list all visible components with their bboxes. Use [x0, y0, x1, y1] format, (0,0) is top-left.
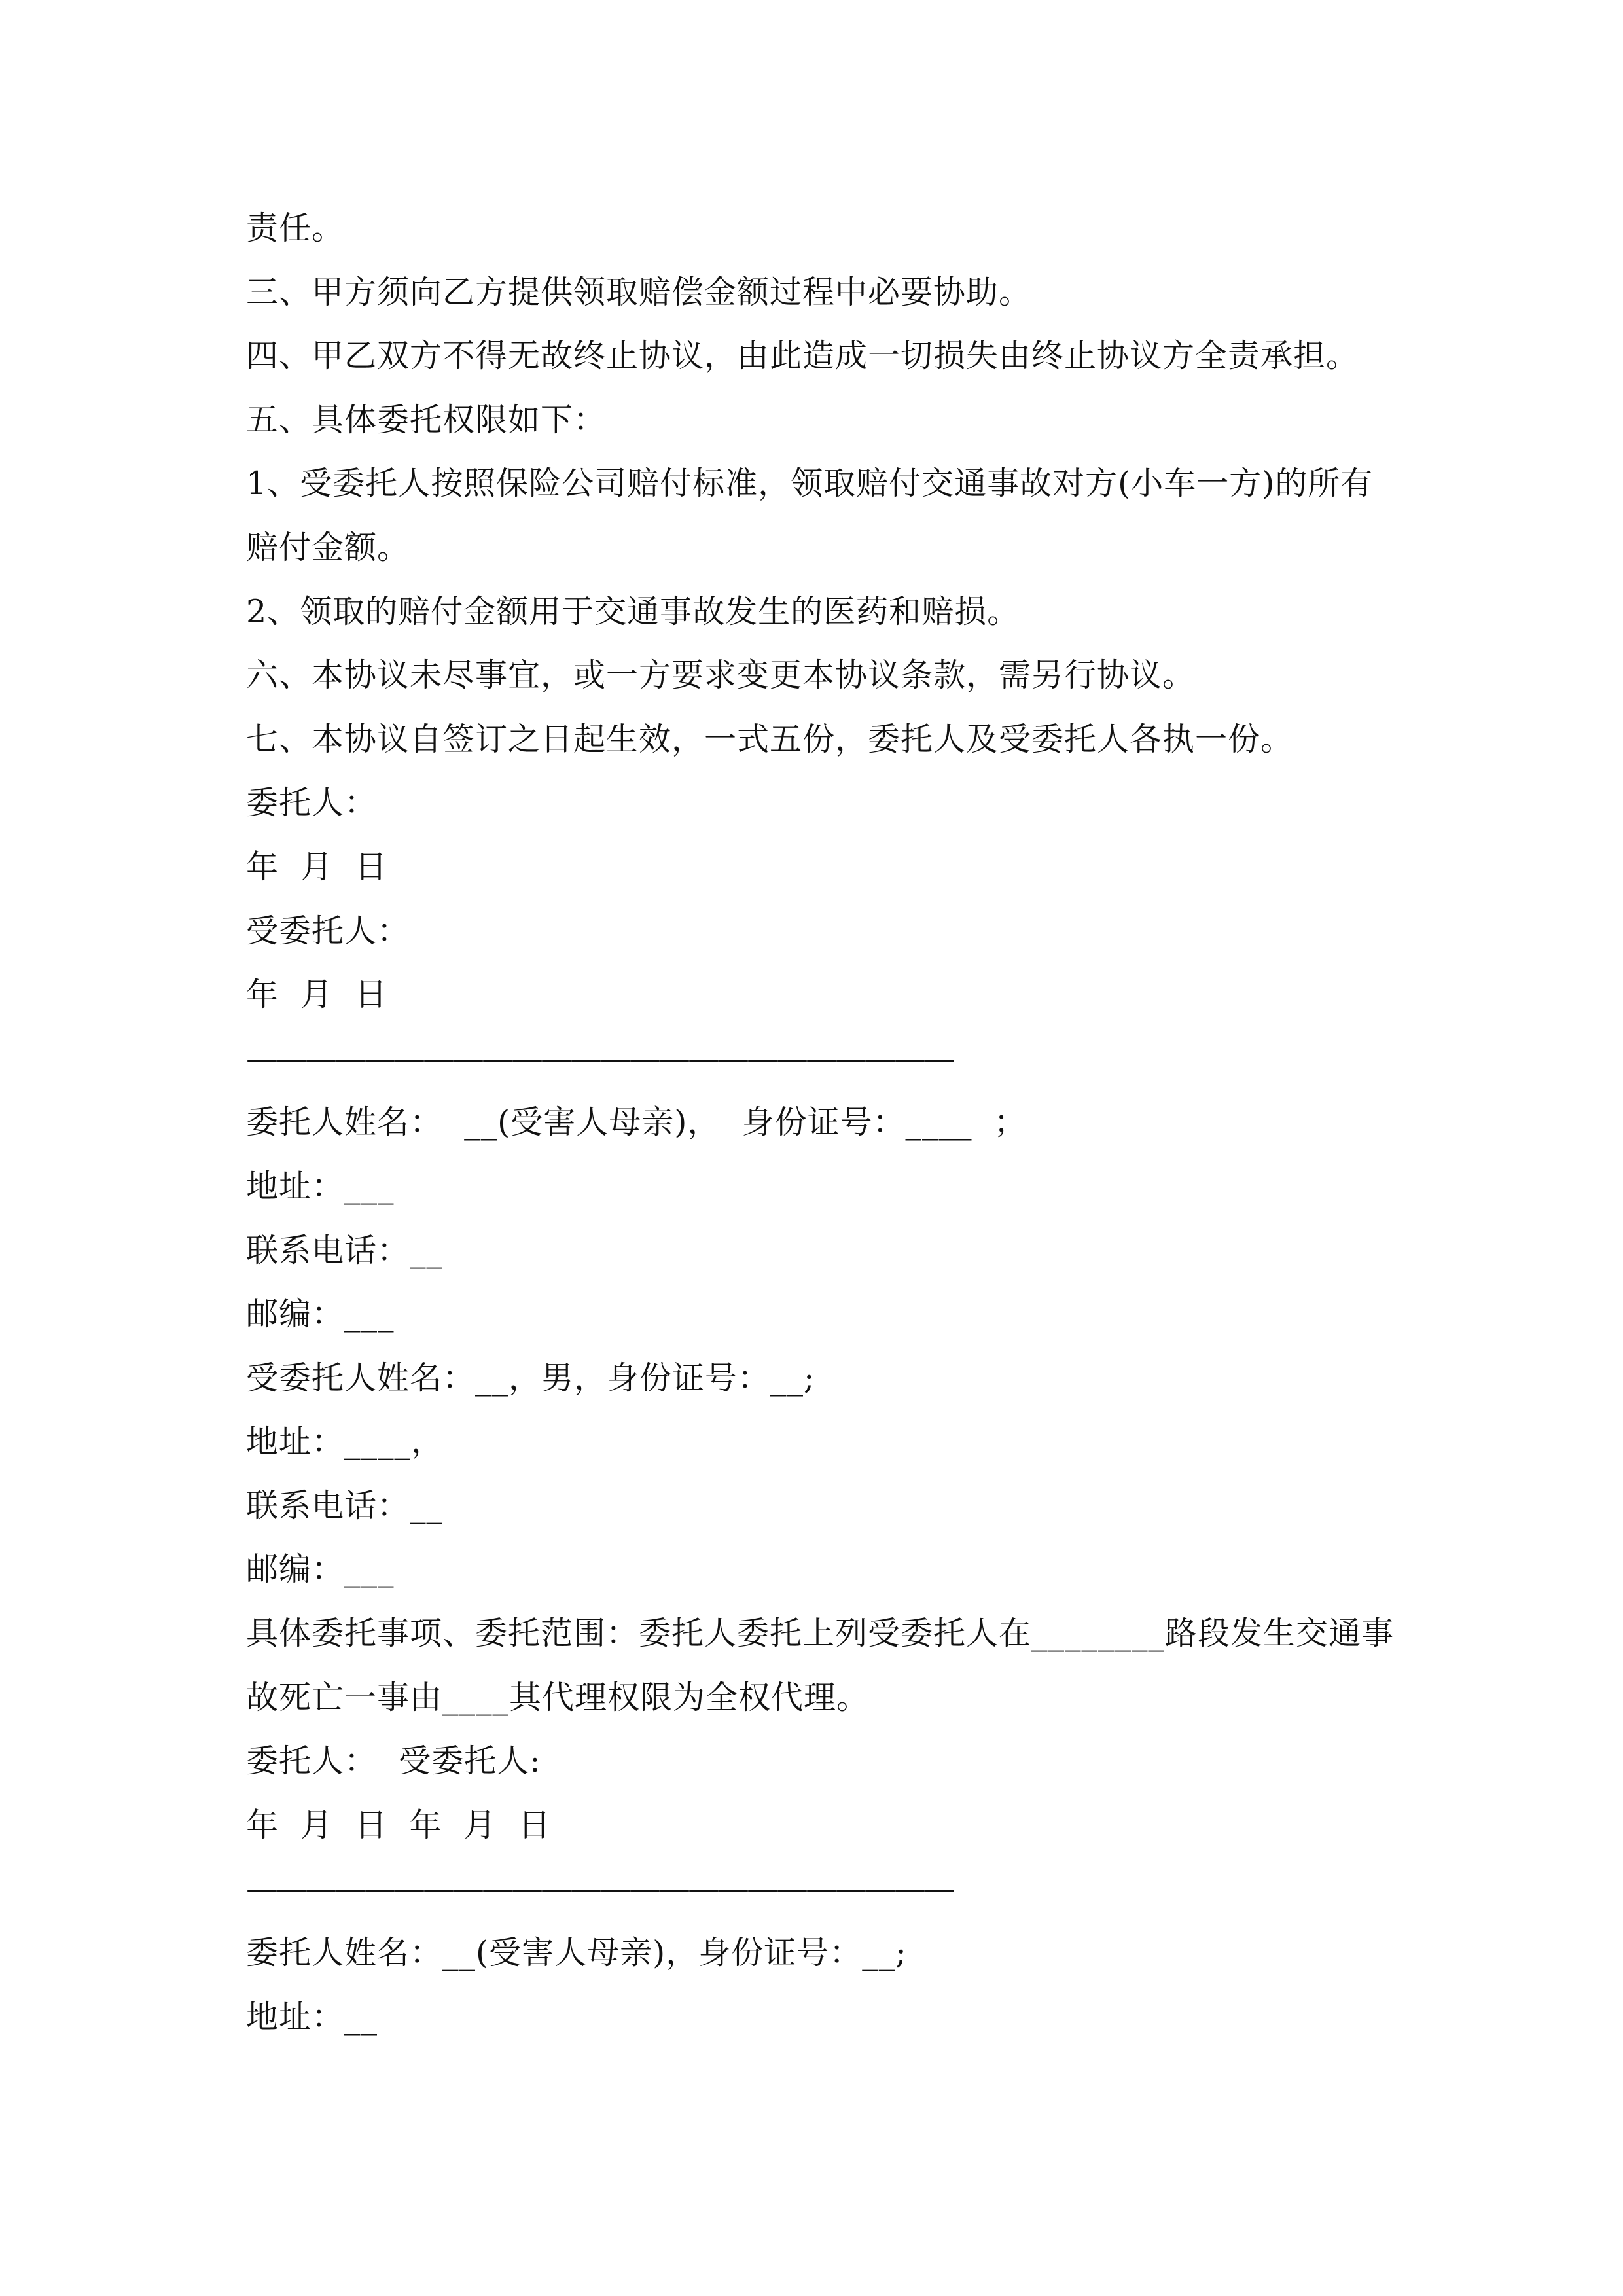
address-field: 地址：___ [246, 1167, 395, 1205]
postcode-field: 邮编：___ [246, 1551, 395, 1588]
date-line: 年 月 日 年 月 日 [246, 1806, 551, 1844]
text-line: 三、甲方须向乙方提供领取赔偿金额过程中必要协助。 [246, 273, 1032, 311]
document-page [246, 196, 1395, 2049]
text-line: 1、受委托人按照保险公司赔付标准，领取赔付交通事故对方(小车一方)的所有 [246, 465, 1374, 503]
address-field: 地址：____， [246, 1423, 444, 1461]
text-line: 七、本协议自签订之日起生效，一式五份，委托人及受委托人各执一份。 [246, 720, 1294, 758]
separator-line: ———————————————————————— [246, 1039, 953, 1077]
principal-name-field: 委托人姓名： __(受害人母亲)， 身份证号：____ ； [246, 1103, 1027, 1141]
text-line: 赔付金额。 [246, 528, 410, 566]
date-line: 年 月 日 [246, 848, 388, 886]
text-line: 具体委托事项、委托范围：委托人委托上列受委托人在________路段发生交通事 [246, 1615, 1395, 1653]
signature-label-agent: 受委托人： [246, 912, 410, 950]
postcode-field: 邮编：___ [246, 1295, 395, 1333]
text-line: 故死亡一事由____其代理权限为全权代理。 [246, 1678, 870, 1716]
agent-name-field: 受委托人姓名：__，男，身份证号：__; [246, 1359, 815, 1397]
principal-name-field: 委托人姓名：__(受害人母亲)，身份证号：__; [246, 1934, 907, 1972]
text-line: 六、本协议未尽事宜，或一方要求变更本协议条款，需另行协议。 [246, 656, 1196, 694]
phone-field: 联系电话：__ [246, 1231, 444, 1269]
separator-line: ———————————————————————— [246, 1870, 953, 1908]
text-line: 四、甲乙双方不得无故终止协议，由此造成一切损失由终止协议方全责承担。 [246, 337, 1359, 375]
text-line: 责任。 [246, 209, 345, 247]
text-line: 2、领取的赔付金额用于交通事故发生的医药和赔损。 [246, 592, 1020, 630]
address-field: 地址：__ [246, 1998, 378, 2036]
text-line: 五、具体委托权限如下： [246, 401, 607, 439]
signature-label-principal: 委托人： [246, 784, 378, 822]
date-line: 年 月 日 [246, 976, 388, 1014]
phone-field: 联系电话：__ [246, 1486, 444, 1524]
signature-labels: 委托人： 受委托人: [246, 1742, 541, 1780]
